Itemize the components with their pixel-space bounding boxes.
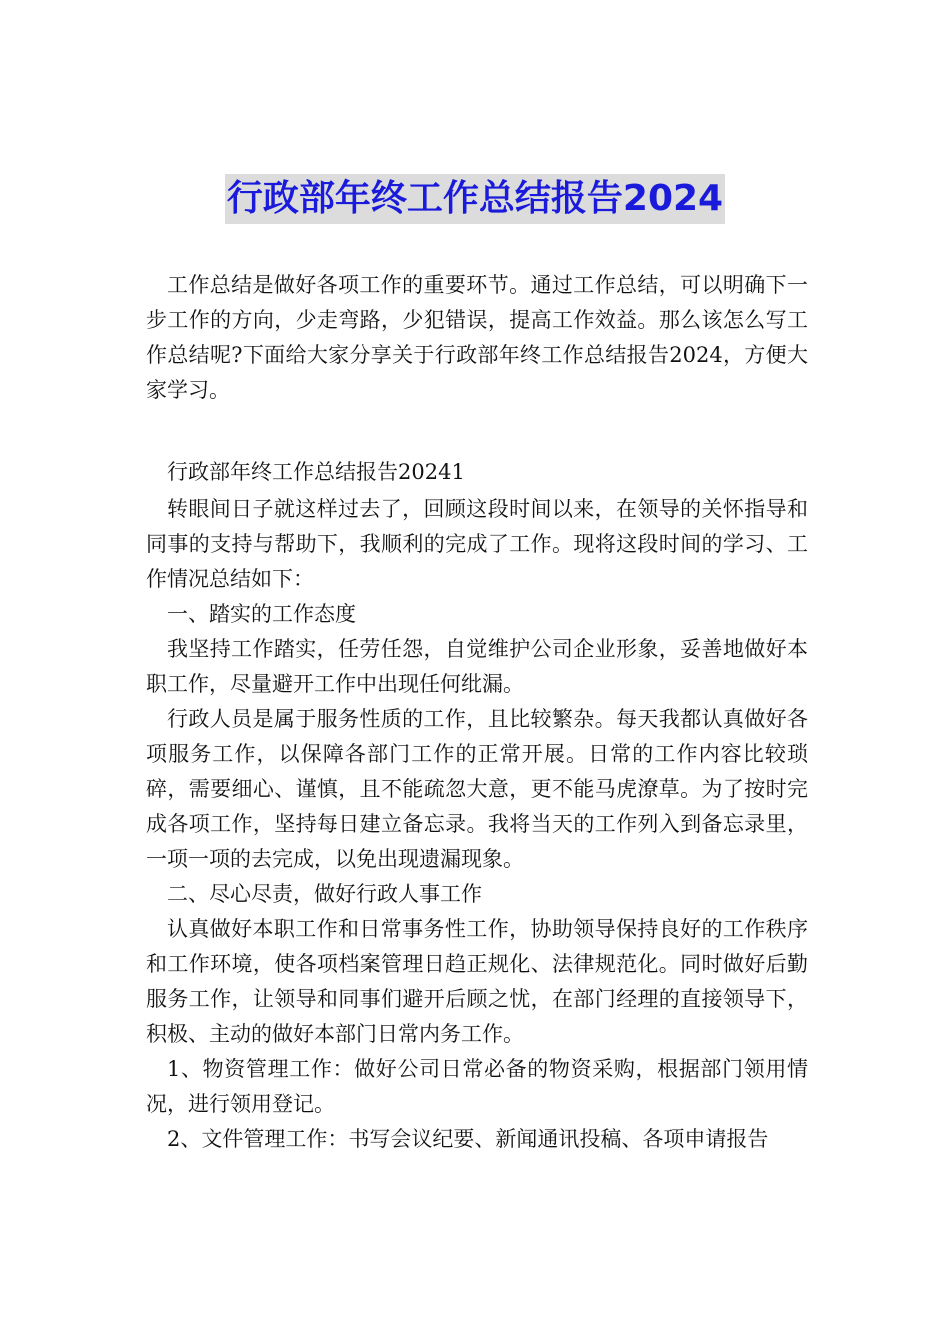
document-title: 行政部年终工作总结报告2024 (225, 174, 725, 224)
body-paragraph: 认真做好本职工作和日常事务性工作，协助领导保持良好的工作秩序和工作环境，使各项档案管理日趋正规化、法律规范化。同时做好后勤服务工作，让领导和同事们避开后顾之忧，在部门经理的直接领导下，积极、主动的做好本部门日常内务工作。 (146, 917, 808, 1046)
body-paragraph: 我坚持工作踏实，任劳任怨，自觉维护公司企业形象，妥善地做好本职工作，尽量避开工作中出现任何纰漏。 (146, 637, 808, 696)
intro-section (146, 268, 808, 408)
body-paragraph: 转眼间日子就这样过去了，回顾这段时间以来，在领导的关怀指导和同事的支持与帮助下，我顺利的完成了工作。现将这段时间的学习、工作情况总结如下： (146, 497, 808, 591)
intro-paragraph: 工作总结是做好各项工作的重要环节。通过工作总结，可以明确下一步工作的方向，少走弯路，少犯错误，提高工作效益。那么该怎么写工作总结呢?下面给大家分享关于行政部年终工作总结报告2024，方便大家学习。 (146, 273, 808, 402)
section-heading: 二、尽心尽责，做好行政人事工作 (167, 882, 482, 906)
report-body (146, 455, 808, 1157)
report-subtitle: 行政部年终工作总结报告20241 (167, 460, 465, 484)
title-container (0, 174, 950, 224)
body-paragraph: 行政人员是属于服务性质的工作，且比较繁杂。每天我都认真做好各项服务工作，以保障各部门工作的正常开展。日常的工作内容比较琐碎，需要细心、谨慎，且不能疏忽大意，更不能马虎潦草。为了按时完成各项工作，坚持每日建立备忘录。我将当天的工作列入到备忘录里，一项一项的去完成，以免出现遗漏现象。 (146, 707, 808, 871)
list-item: 1、物资管理工作：做好公司日常必备的物资采购，根据部门领用情况，进行领用登记。 (146, 1057, 808, 1116)
list-item: 2、文件管理工作：书写会议纪要、新闻通讯投稿、各项申请报告 (167, 1127, 769, 1151)
section-heading: 一、踏实的工作态度 (167, 602, 356, 626)
